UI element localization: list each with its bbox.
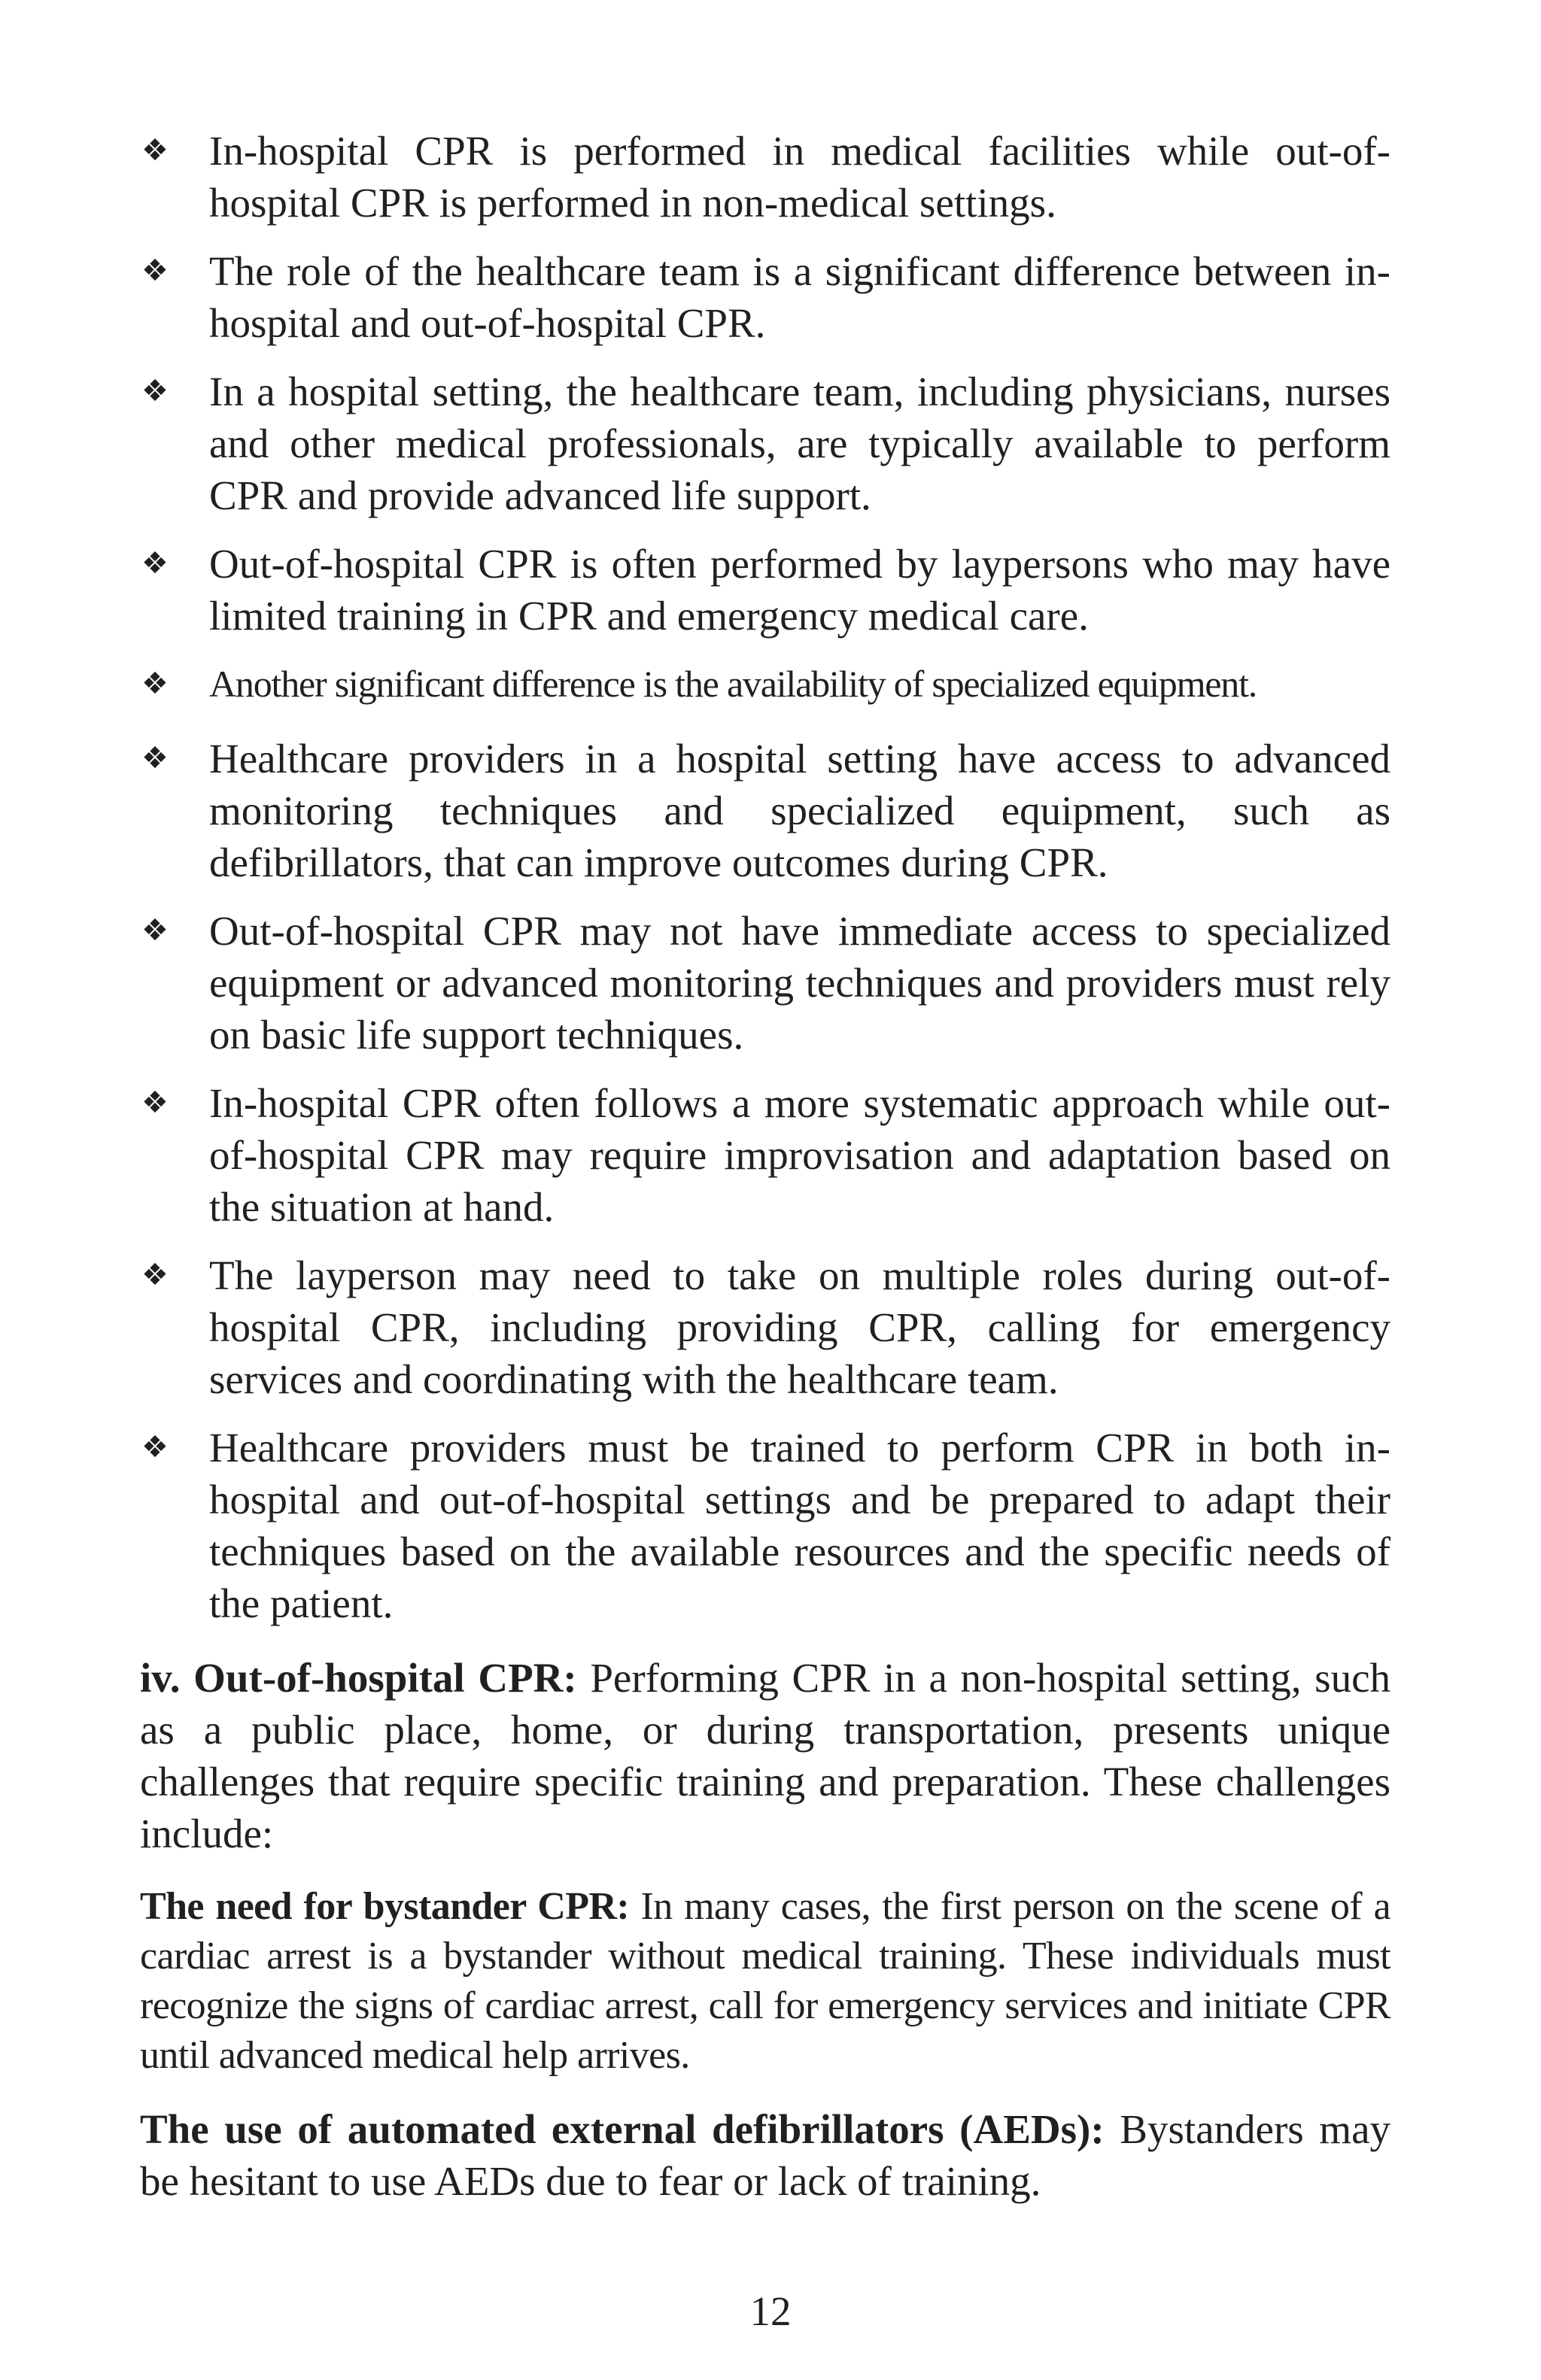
bullet-text: Healthcare providers in a hospital setting have access to advanced monitoring techniques and specialized equipment, such as defibrillators, that can improve outcomes during CPR. [209,736,1391,885]
diamond-bullet-icon: ❖ [141,546,169,581]
diamond-bullet-icon: ❖ [141,741,169,776]
bystander-paragraph [140,1882,1391,2081]
aed-paragraph [140,2103,1391,2207]
bullet-text: In-hospital CPR is performed in medical facilities while out-of-hospital CPR is performed in non-medical settings. [209,128,1391,226]
bullet-text: Healthcare providers must be trained to perform CPR in both in-hospital and out-of-hospital settings and be prepared to adapt their techniques based on the available resources and the specific needs of the patient. [209,1425,1391,1626]
diamond-bullet-icon: ❖ [141,133,169,168]
section-text: Performing CPR in a non-hospital setting, such as a public place, home, or during transportation, presents unique challenges that require specific training and preparation. These challenges include: [140,1655,1391,1856]
bullet-text: The layperson may need to take on multiple roles during out-of-hospital CPR, including providing CPR, calling for emergency services and coordinating with the healthcare team. [209,1252,1391,1402]
bullet-item [140,125,1391,229]
bullet-item [140,905,1391,1061]
bullet-text: Out-of-hospital CPR is often performed by laypersons who may have limited training in CPR and emergency medical care. [209,541,1391,639]
bullet-text: Out-of-hospital CPR may not have immediate access to specialized equipment or advanced monitoring techniques and providers must rely on basic life support techniques. [209,908,1391,1058]
bullet-item [140,733,1391,888]
diamond-bullet-icon: ❖ [141,253,169,288]
bullet-list [140,125,1391,1629]
aed-text: Bystanders may be hesitant to use AEDs due to fear or lack of training. [140,2106,1391,2204]
diamond-bullet-icon: ❖ [141,1085,169,1120]
bullet-item [140,538,1391,642]
bullet-item [140,1077,1391,1233]
bullet-item [140,658,1391,710]
aed-heading: The use of automated external defibrillators (AEDs): [140,2106,1105,2152]
bullet-item [140,366,1391,521]
section-heading: iv. Out-of-hospital CPR: [140,1655,577,1701]
bullet-text: In a hospital setting, the healthcare team, including physicians, nurses and other medical professionals, are typically available to perform CPR and provide advanced life support. [209,369,1391,518]
diamond-bullet-icon: ❖ [141,1430,169,1465]
bullet-text: In-hospital CPR often follows a more systematic approach while out-of-hospital CPR may require improvisation and adaptation based on the situation at hand. [209,1080,1391,1230]
diamond-bullet-icon: ❖ [141,374,169,408]
diamond-bullet-icon: ❖ [141,666,168,701]
bullet-item [140,1422,1391,1629]
bullet-item [140,1249,1391,1405]
bullet-text: Another significant difference is the availability of specialized equipment. [209,663,1257,705]
diamond-bullet-icon: ❖ [141,913,169,948]
page-content [140,125,1391,2207]
section-paragraph [140,1652,1391,1859]
bystander-heading: The need for bystander CPR: [140,1885,630,1928]
diamond-bullet-icon: ❖ [141,1258,169,1292]
bullet-text: The role of the healthcare team is a significant difference between in-hospital and out-of-hospital CPR. [209,248,1391,346]
page-number: 12 [749,2288,792,2334]
bullet-item [140,245,1391,349]
bystander-text: In many cases, the first person on the scene of a cardiac arrest is a bystander without medical training. These individuals must recognize the signs of cardiac arrest, call for emergency services and initiate CPR until advanced medical help arrives. [140,1885,1391,2077]
